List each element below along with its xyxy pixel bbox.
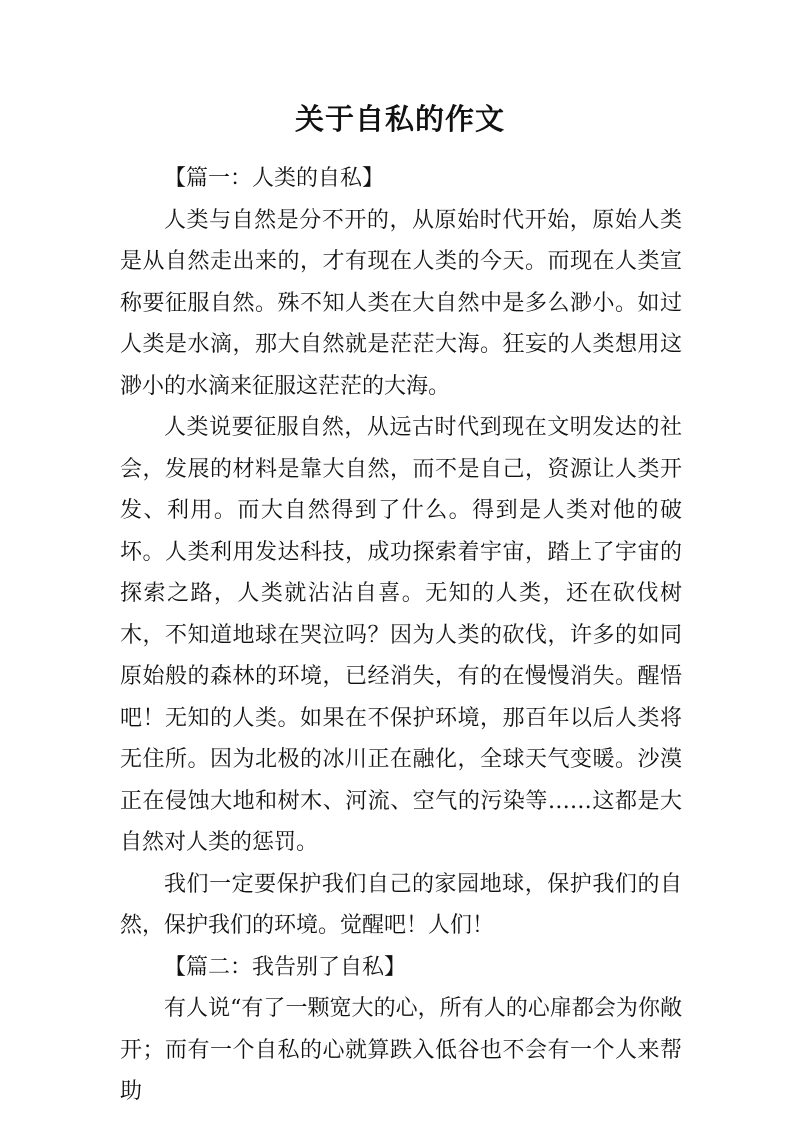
document-body xyxy=(120,158,682,1113)
document-title: 关于自私的作文 xyxy=(294,102,505,136)
paragraph-3: 我们一定要保护我们自己的家园地球，保护我们的自然，保护我们的环境。觉醒吧！人们！ xyxy=(120,871,682,938)
paragraph-4: 有人说“有了一颗宽大的心，所有人的心扉都会为你敞开；而有一个自私的心就算跌入低谷也不会有一个人来帮助 xyxy=(120,996,682,1104)
paragraph-1: 人类与自然是分不开的，从原始时代开始，原始人类是从自然走出来的，才有现在人类的今天。而现在人类宣称要征服自然。殊不知人类在大自然中是多么渺小。如过人类是水滴，那大自然就是茫茫大海。狂妄的人类想用这渺小的水滴来征服这茫茫的大海。 xyxy=(120,207,682,399)
paragraph-2: 人类说要征服自然，从远古时代到现在文明发达的社会，发展的材料是靠大自然，而不是自己，资源让人类开发、利用。而大自然得到了什么。得到是人类对他的破坏。人类利用发达科技，成功探索着宇宙，踏上了宇宙的探索之路，人类就沾沾自喜。无知的人类，还在砍伐树木，不知道地球在哭泣吗？因为人类的砍伐，许多的如同原始般的森林的环境，已经消失，有的在慢慢消失。醒悟吧！无知的人类。如果在不保护环境，那百年以后人类将无住所。因为北极的冰川正在融化，全球天气变暖。沙漠正在侵蚀大地和树木、河流、空气的污染等……这都是大自然对人类的惩罚。 xyxy=(120,415,682,855)
section-heading-1: 【篇一：人类的自私】 xyxy=(164,166,385,191)
section-heading-2: 【篇二：我告别了自私】 xyxy=(164,954,407,980)
